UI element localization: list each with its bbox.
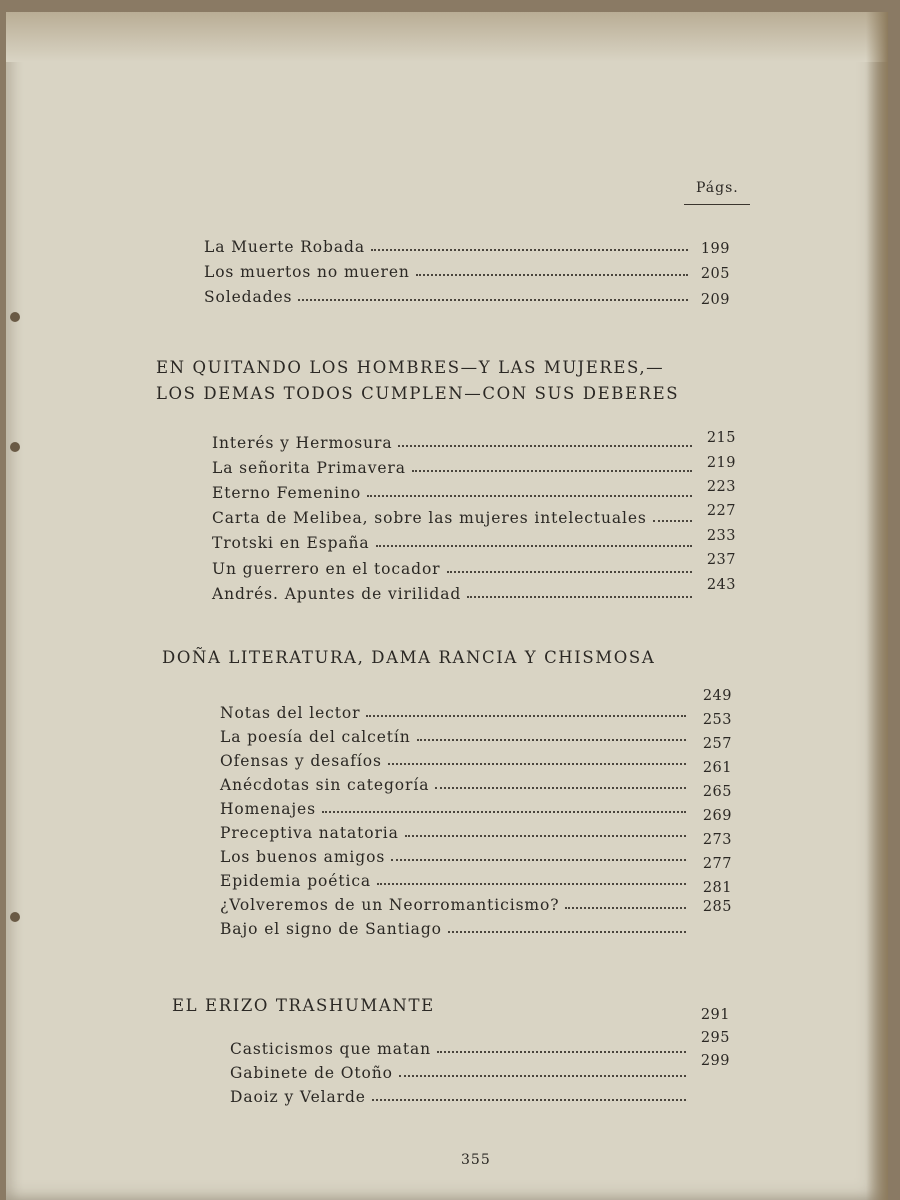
toc-entry-page: 277 — [702, 856, 732, 872]
toc-entry-title: Epidemia poética — [220, 872, 372, 890]
dot-leader — [377, 883, 686, 885]
toc-entry — [212, 480, 692, 502]
dot-leader — [467, 596, 692, 598]
dot-leader — [447, 571, 693, 573]
toc-entry-page: 253 — [702, 712, 732, 728]
dot-leader — [298, 299, 688, 301]
toc-entry-title: Daoiz y Velarde — [230, 1088, 366, 1106]
toc-entry-title: Casticismos que matan — [230, 1040, 432, 1058]
toc-entry — [220, 748, 686, 770]
toc-entry — [212, 505, 692, 527]
toc-entry-title: Gabinete de Otoño — [230, 1064, 393, 1082]
dot-leader — [371, 249, 688, 251]
toc-entry-title: Interés y Hermosura — [212, 434, 393, 452]
toc-entry-title: ¿Volveremos de un Neorromanticismo? — [220, 896, 560, 914]
toc-entry — [230, 1084, 686, 1106]
toc-entry-page: 249 — [702, 688, 732, 704]
toc-entry-title: La señorita Primavera — [212, 459, 406, 477]
toc-entry-title: Eterno Femenino — [212, 484, 362, 502]
toc-entry — [212, 430, 692, 452]
toc-entry — [220, 868, 686, 890]
toc-entry-title: Los buenos amigos — [220, 848, 386, 866]
toc-entry-page: 295 — [700, 1030, 730, 1046]
dot-leader — [435, 787, 686, 789]
section-title: LOS DEMAS TODOS CUMPLEN—CON SUS DEBERES — [156, 384, 680, 403]
toc-entry-page: 215 — [706, 430, 736, 446]
toc-entry — [204, 284, 688, 306]
toc-entry-title: Notas del lector — [220, 704, 361, 722]
page-number-footer: 355 — [461, 1152, 491, 1168]
dot-leader — [399, 1075, 686, 1077]
page-binding-shadow — [866, 12, 888, 1200]
dot-leader — [388, 763, 686, 765]
toc-entry-title: Un guerrero en el tocador — [212, 560, 441, 578]
toc-entry-page: 269 — [702, 808, 732, 824]
section-title: EN QUITANDO LOS HOMBRES—Y LAS MUJERES,— — [156, 358, 665, 377]
toc-entry — [212, 530, 692, 552]
toc-entry-page: 257 — [702, 736, 732, 752]
toc-entry — [204, 259, 688, 281]
dot-leader — [372, 1099, 686, 1101]
toc-entry — [220, 700, 686, 722]
toc-entry — [230, 1036, 686, 1058]
toc-entry-title: Ofensas y desafíos — [220, 752, 382, 770]
section-title: DOÑA LITERATURA, DAMA RANCIA Y CHISMOSA — [162, 648, 656, 667]
toc-entry-page: 265 — [702, 784, 732, 800]
toc-entry-page: 299 — [700, 1053, 730, 1069]
binding-hole-icon — [10, 912, 20, 922]
toc-entry — [220, 820, 686, 842]
dot-leader — [653, 520, 692, 522]
page-top-edge — [6, 12, 888, 62]
toc-entry-title: La poesía del calcetín — [220, 728, 411, 746]
dot-leader — [405, 835, 686, 837]
toc-entry — [212, 455, 692, 477]
toc-entry-page: 219 — [706, 455, 736, 471]
toc-entry-title: Trotski en España — [212, 534, 370, 552]
binding-hole-icon — [10, 442, 20, 452]
toc-entry-title: Homenajes — [220, 800, 316, 818]
toc-entry — [230, 1060, 686, 1082]
dot-leader — [448, 931, 686, 933]
toc-entry-title: Bajo el signo de Santiago — [220, 920, 442, 938]
toc-entry — [204, 234, 688, 256]
dot-leader — [412, 470, 692, 472]
toc-entry-title: Soledades — [204, 288, 293, 306]
toc-entry-page: 291 — [700, 1007, 730, 1023]
toc-entry-page: 233 — [706, 528, 736, 544]
binding-hole-icon — [10, 312, 20, 322]
toc-entry — [220, 772, 686, 794]
toc-entry-title: Preceptiva natatoria — [220, 824, 399, 842]
toc-entry — [220, 796, 686, 818]
toc-entry-page: 261 — [702, 760, 732, 776]
toc-entry — [220, 724, 686, 746]
toc-entry-title: Carta de Melibea, sobre las mujeres intelectuales — [212, 509, 647, 527]
toc-entry — [212, 581, 692, 603]
book-page — [6, 12, 888, 1200]
dot-leader — [416, 274, 688, 276]
toc-entry-page: 237 — [706, 552, 736, 568]
toc-entry-page: 273 — [702, 832, 732, 848]
dot-leader — [367, 495, 692, 497]
toc-entry-page: 209 — [700, 292, 730, 308]
toc-entry-title: Anécdotas sin categoría — [220, 776, 430, 794]
dot-leader — [398, 445, 692, 447]
dot-leader — [391, 859, 686, 861]
toc-entry-page: 243 — [706, 577, 736, 593]
toc-entry-title: Los muertos no mueren — [204, 263, 410, 281]
dot-leader — [437, 1051, 686, 1053]
toc-entry — [212, 556, 692, 578]
dot-leader — [366, 715, 686, 717]
toc-entry — [220, 844, 686, 866]
toc-entry-title: La Muerte Robada — [204, 238, 365, 256]
header-rule — [684, 204, 750, 205]
toc-entry-title: Andrés. Apuntes de virilidad — [212, 585, 462, 603]
section-title: EL ERIZO TRASHUMANTE — [172, 996, 435, 1015]
toc-entry-page: 205 — [700, 266, 730, 282]
toc-entry-page: 199 — [700, 241, 730, 257]
dot-leader — [417, 739, 686, 741]
toc-entry-page: 227 — [706, 503, 736, 519]
dot-leader — [322, 811, 686, 813]
toc-entry — [220, 916, 686, 938]
dot-leader — [376, 545, 692, 547]
toc-entry-page: 285 — [702, 899, 732, 915]
toc-entry — [220, 892, 686, 914]
pages-column-header: Págs. — [696, 180, 739, 196]
dot-leader — [565, 907, 686, 909]
toc-entry-page: 223 — [706, 479, 736, 495]
toc-entry-page: 281 — [702, 880, 732, 896]
